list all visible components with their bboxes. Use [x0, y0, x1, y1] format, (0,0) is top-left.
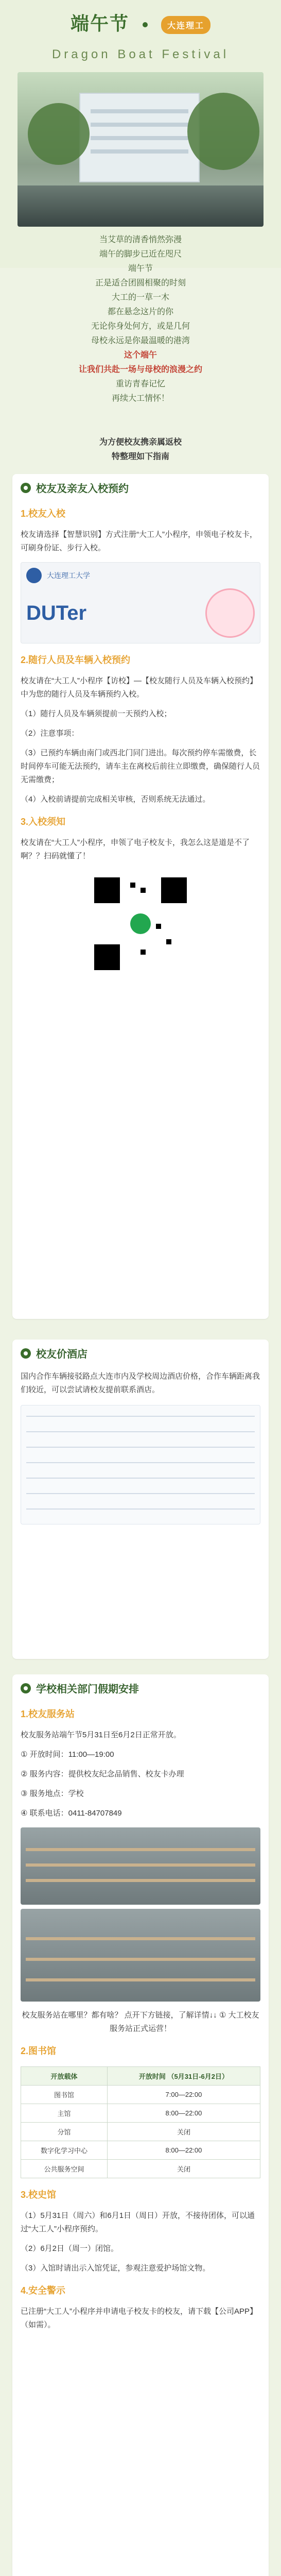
poem: [0, 233, 281, 406]
table-row: [21, 2086, 260, 2104]
list-item: （2）6月2日（周一）闭馆。: [21, 2244, 119, 2253]
subsection-title: 1.校友入校: [21, 509, 66, 519]
list-item: （1）随行人员及车辆须提前一天预约入校；: [21, 709, 172, 718]
festival-title: 端午节: [70, 13, 129, 34]
section-entry: [12, 474, 269, 1319]
crowd: [17, 185, 264, 227]
table-cell: 数字化学习中心: [21, 2141, 108, 2160]
section-hotel: [12, 1340, 269, 1659]
store-note-text: 校友服务站在哪里？都有啥？ 点开下方链接，了解详情↓↓ ① 大工校友服务站正式运营！: [22, 2011, 259, 2033]
table-cell: 8:00—22:00: [107, 2141, 260, 2160]
poem-line: 都在悬念这片的你: [107, 308, 173, 316]
list-item: （3）已预约车辆由南门或西北门同门进出。每次预约停车需缴费，长时间停车可能无法预约，请车主在离校后前往立即缴费，确保随行人员无需缴费；: [21, 749, 260, 784]
title-separator-icon: [143, 22, 148, 27]
school-badge: 大连理工: [161, 16, 210, 34]
table-cell: 分馆: [21, 2123, 108, 2141]
table-cell: 主馆: [21, 2104, 108, 2123]
poem-line: 端午的脚步已近在咫尺: [99, 250, 182, 259]
poem-line: 再续大工情怀！: [111, 394, 169, 403]
building-icon: [79, 93, 200, 182]
mini-program-name: DUTer: [26, 601, 87, 624]
mini-program-banner: 大连理工大学: [47, 571, 90, 580]
campus-photo: [17, 72, 264, 227]
poem-line: 端午节: [128, 264, 153, 273]
table-header: 开放时间 （5月31日-6月2日）: [107, 2067, 260, 2086]
hotel-price-table-image: [21, 1405, 260, 1524]
poem-line: 无论你身处何方，或是几何: [91, 322, 190, 331]
section-title: [12, 1340, 269, 1367]
page-title: [0, 9, 281, 36]
section-title: [12, 1674, 269, 1702]
paragraph: 国内合作车辆接驳路点大连市内及学校周边酒店价格，合作车辆距离我们较近，可以尝试请校友提前联系酒店。: [21, 1372, 260, 1394]
store-photo: [21, 1827, 260, 1905]
section-title: [12, 474, 269, 501]
poem-line: 母校永远是你最温暖的港湾: [91, 336, 190, 345]
paragraph: 校友请在“大工人”小程序，申领了电子校友卡，我怎么这是道是不了啊？？扫码就懂了！: [21, 838, 250, 860]
list-item: ③ 服务地点：学校: [21, 1789, 84, 1798]
poem-line: 正是适合团圆相聚的时刻: [95, 279, 186, 287]
qr-code[interactable]: [91, 874, 190, 973]
section-icon: [21, 1683, 31, 1693]
store-photo: [21, 1909, 260, 2002]
mini-program-card: [21, 562, 260, 643]
table-row: [21, 2104, 260, 2123]
list-item: （1）5月31日（周六）和6月1日（周日）开放，不接待团体，可以通过“大工人”小程序预约。: [21, 2211, 255, 2233]
store-note: [12, 2006, 269, 2039]
subsection-title: 3.入校须知: [21, 817, 66, 827]
section-title-text: 校友及亲友入校预约: [36, 483, 129, 495]
table-cell: 8:00—22:00: [107, 2104, 260, 2123]
poem-line-highlight: 让我们共赴一场与母校的浪漫之约: [78, 365, 202, 374]
section-store: [12, 1674, 269, 2576]
list-item: ① 开放时间：11:00—19:00: [21, 1750, 114, 1759]
section-title-text: 学校相关部门假期安排: [36, 1684, 139, 1695]
list-item: ② 服务内容：提供校友纪念品销售、校友卡办理: [21, 1770, 184, 1778]
hero: [0, 0, 281, 403]
table-header: 开放载体: [21, 2067, 108, 2086]
list-item: （2）注意事项：: [21, 729, 79, 738]
intro-line: 特整理如下指南: [111, 452, 169, 461]
table-cell: 公共服务空间: [21, 2160, 108, 2178]
table-cell: 图书馆: [21, 2086, 108, 2104]
intro: [0, 435, 281, 464]
subsection-title: 4.安全警示: [21, 2285, 66, 2296]
list-item: （4）入校前请提前完成相关审核，否则系统无法通过。: [21, 795, 210, 804]
section-icon: [21, 483, 31, 493]
subsection-title: 2.随行人员及车辆入校预约: [21, 655, 131, 665]
table-row: [21, 2123, 260, 2141]
tree-icon: [187, 93, 259, 170]
paragraph: 校友请在“大工人”小程序【访校】—【校友随行人员及车辆入校预约】中为您的随行人员及车辆预约入校。: [21, 676, 257, 699]
poem-line: 当艾草的清香悄然弥漫: [99, 235, 182, 244]
table-row: [21, 2141, 260, 2160]
library-hours-table: [21, 2066, 260, 2178]
list-item: ④ 联系电话：0411-84707849: [21, 1809, 122, 1818]
paragraph: 已注册“大工人”小程序并申请电子校友卡的校友，请下载【公司APP】（如需）。: [21, 2307, 258, 2329]
page-subtitle: Dragon Boat Festival: [51, 47, 230, 61]
paragraph: 校友服务站端午节5月31日至6月2日正常开放。: [21, 1731, 181, 1739]
poem-line: 大工的一草一木: [111, 293, 169, 302]
subsection-title: 3.校史馆: [21, 2190, 57, 2200]
table-cell: 关闭: [107, 2160, 260, 2178]
poem-line: 重访青春记忆: [115, 380, 165, 388]
mascot-icon: [205, 588, 255, 638]
table-row: [21, 2160, 260, 2178]
tree-icon: [28, 103, 90, 165]
subsection-title: 2.图书馆: [21, 2046, 57, 2056]
poem-line-highlight: 这个端午: [124, 351, 157, 360]
subsection-title: 1.校友服务站: [21, 1709, 75, 1719]
table-cell: 7:00—22:00: [107, 2086, 260, 2104]
paragraph: 校友请选择【智慧识别】方式注册“大工人”小程序，申领电子校友卡，可刷身份证、步行入校。: [21, 530, 257, 552]
table-cell: 关闭: [107, 2123, 260, 2141]
school-logo-icon: [26, 568, 42, 583]
list-item: （3）入馆时请出示入馆凭证，参观注意爱护场馆文物。: [21, 2264, 210, 2273]
section-title-text: 校友价酒店: [36, 1349, 87, 1360]
intro-line: 为方便校友携亲属返校: [99, 438, 182, 447]
section-icon: [21, 1348, 31, 1359]
